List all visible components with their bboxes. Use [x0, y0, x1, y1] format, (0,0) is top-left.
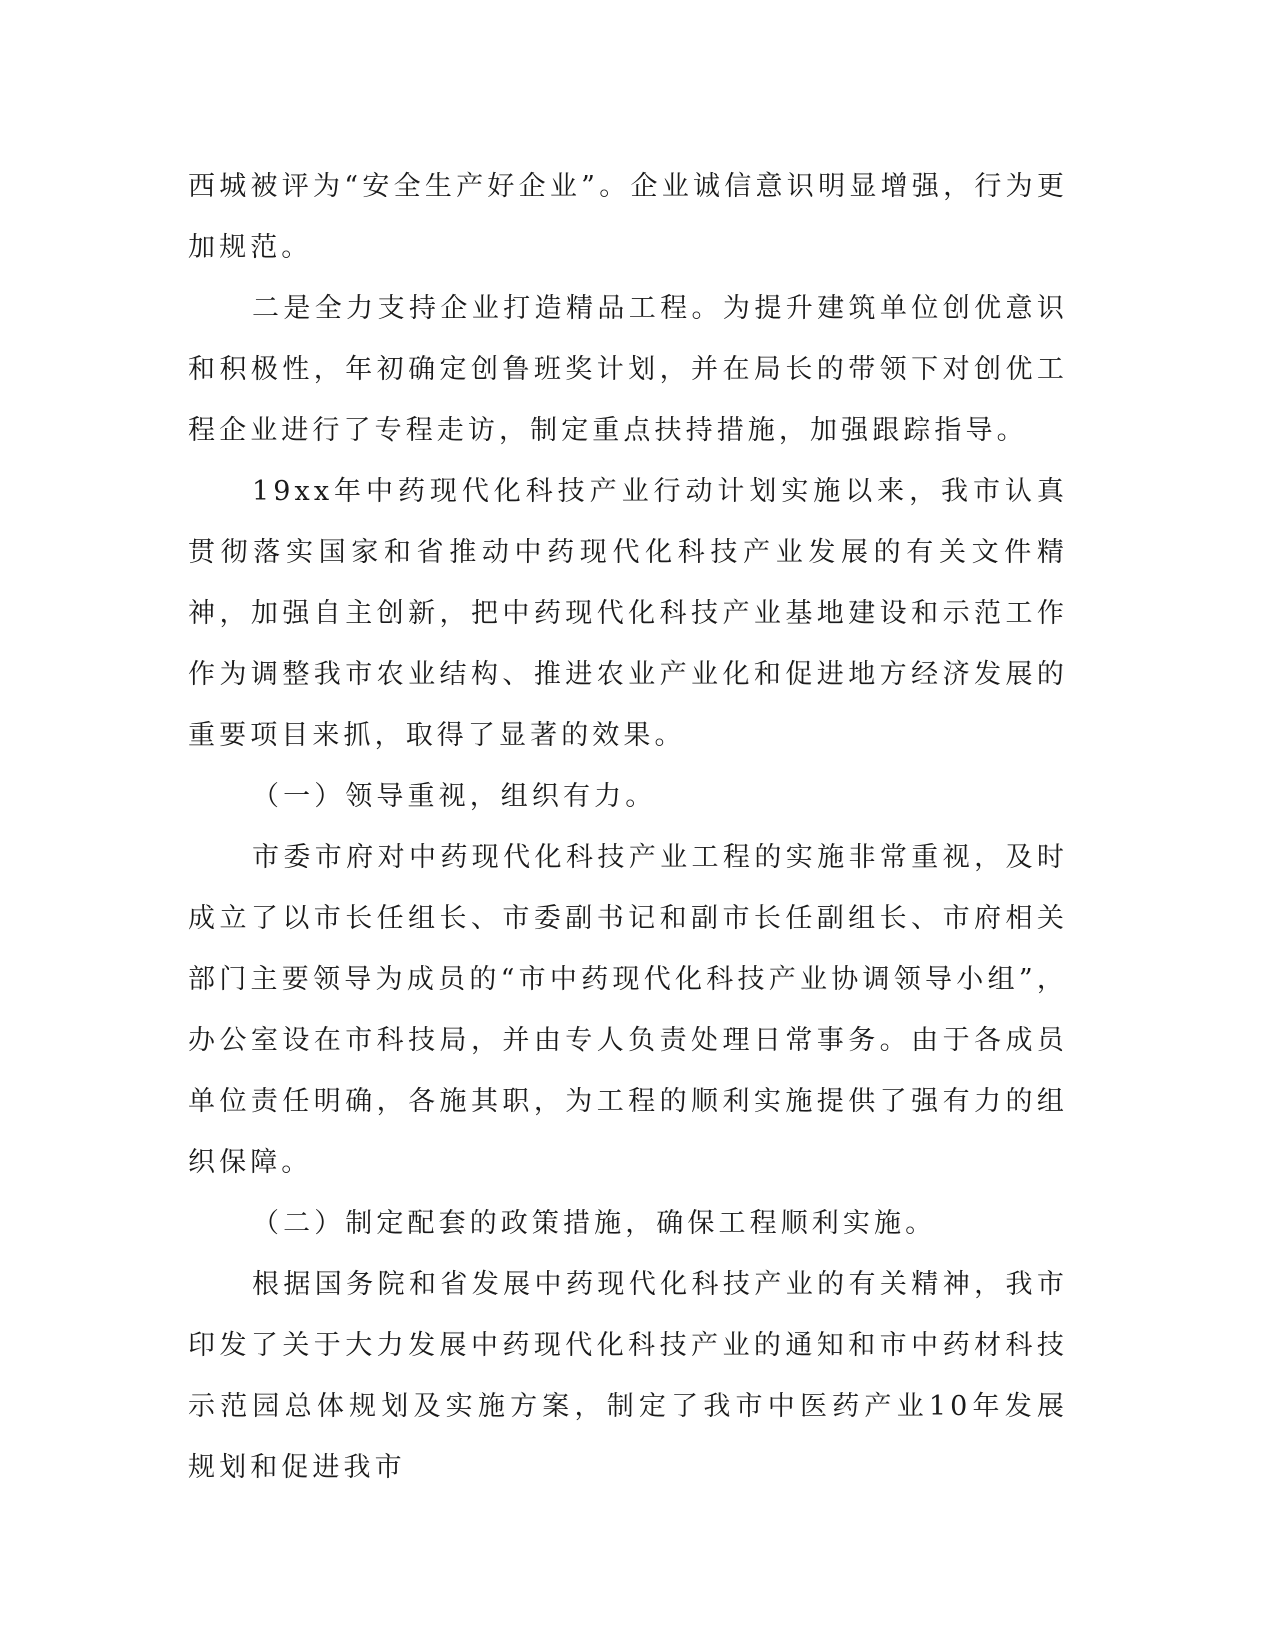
paragraph-3: 19xx年中药现代化科技产业行动计划实施以来，我市认真贯彻落实国家和省推动中药现代化科技产业发展的有关文件精神，加强自主创新，把中药现代化科技产业基地建设和示范工作作为调整我市农业结构、推进农业产业化和促进地方经济发展的重要项目来抓，取得了显著的效果。 — [188, 476, 1068, 751]
paragraph-5: 根据国务院和省发展中药现代化科技产业的有关精神，我市印发了关于大力发展中药现代化科技产业的通知和市中药材科技示范园总体规划及实施方案，制定了我市中医药产业10年发展规划和促进我市 — [188, 1269, 1068, 1483]
paragraph-2: 二是全力支持企业打造精品工程。为提升建筑单位创优意识和积极性，年初确定创鲁班奖计划，并在局长的带领下对创优工程企业进行了专程走访，制定重点扶持措施，加强跟踪指导。 — [188, 293, 1068, 446]
section-heading-1: （一）领导重视，组织有力。 — [252, 781, 657, 812]
paragraph-1: 西城被评为“安全生产好企业”。企业诚信意识明显增强，行为更加规范。 — [188, 171, 1068, 263]
paragraph-4: 市委市府对中药现代化科技产业工程的实施非常重视，及时成立了以市长任组长、市委副书记和副市长任副组长、市府相关部门主要领导为成员的“市中药现代化科技产业协调领导小组”，办公室设在市科技局，并由专人负责处理日常事务。由于各成员单位责任明确，各施其职，为工程的顺利实施提供了强有力的组织保障。 — [188, 842, 1068, 1178]
document-body — [188, 156, 1068, 1498]
section-heading-2: （二）制定配套的政策措施，确保工程顺利实施。 — [252, 1208, 937, 1239]
